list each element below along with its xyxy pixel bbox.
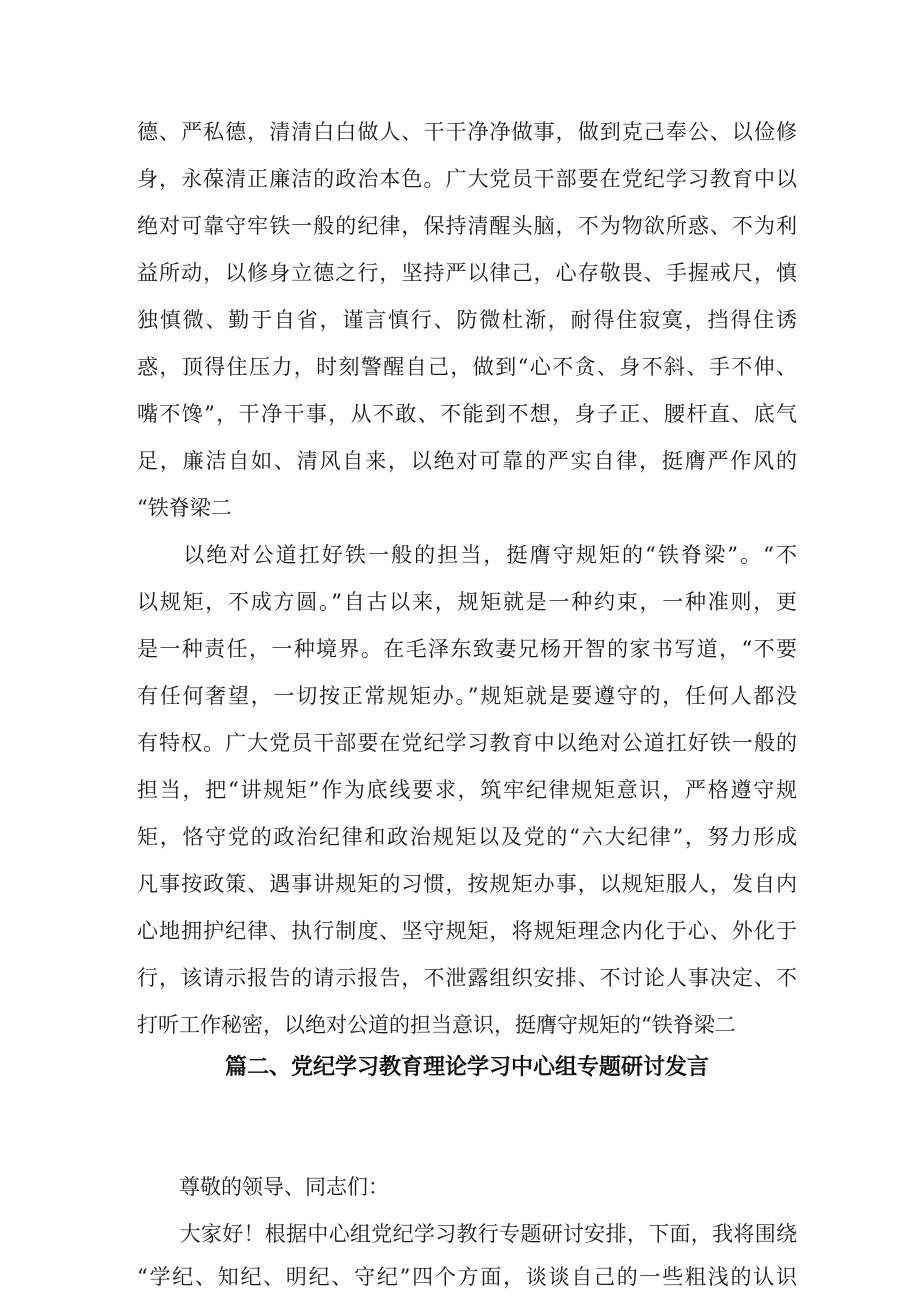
text-line: 足，廉洁自如、清风自来，以绝对可靠的严实自律，挺膺严作风的 [137, 449, 797, 473]
text-line: 矩，恪守党的政治纪律和政治规矩以及党的“六大纪律”，努力形成 [137, 825, 797, 849]
text-line: 担当，把“讲规矩”作为底线要求，筑牢纪律规矩意识，严格遵守规 [137, 778, 797, 802]
text-line: 大家好！根据中心组党纪学习教行专题研讨安排，下面，我将围绕 [137, 1222, 797, 1246]
text-line: 身，永葆清正廉洁的政治本色。广大党员干部要在党纪学习教育中以 [137, 167, 797, 191]
text-line: 惑，顶得住压力，时刻警醒自己，做到“心不贪、身不斜、手不伸、 [137, 355, 797, 379]
text-line: 以绝对公道扛好铁一般的担当，挺膺守规矩的“铁脊梁”。“不 [137, 543, 797, 567]
text-line: 打听工作秘密，以绝对公道的担当意识，挺膺守规矩的“铁脊梁二 [137, 1013, 736, 1037]
text-line: 嘴不馋”，干净干事，从不敢、不能到不想，身子正、腰杆直、底气 [137, 402, 797, 426]
text-line: 行，该请示报告的请示报告，不泄露组织安排、不讨论人事决定、不 [137, 966, 797, 990]
text-line: “学纪、知纪、明纪、守纪”四个方面，谈谈自己的一些粗浅的认识 [137, 1265, 797, 1289]
text-line: 心地拥护纪律、执行制度、坚守规矩，将规矩理念内化于心、外化于 [137, 919, 797, 943]
text-line: 德、严私德，清清白白做人、干干净净做事，做到克己奉公、以俭修 [137, 120, 797, 144]
text-line: 独慎微、勤于自省，谨言慎行、防微杜渐，耐得住寂寞，挡得住诱 [137, 308, 797, 332]
salutation: 尊敬的领导、同志们： [137, 1175, 389, 1199]
text-line: 凡事按政策、遇事讲规矩的习惯，按规矩办事，以规矩服人，发自内 [137, 872, 797, 896]
text-line: “铁脊梁二 [137, 496, 232, 520]
text-line: 是一种责任，一种境界。在毛泽东致妻兄杨开智的家书写道，“不要 [137, 637, 797, 661]
text-line: 有特权。广大党员干部要在党纪学习教育中以绝对公道扛好铁一般的 [137, 731, 797, 755]
text-line: 绝对可靠守牢铁一般的纪律，保持清醒头脑，不为物欲所惑、不为利 [137, 214, 797, 238]
section-heading: 篇二、党纪学习教育理论学习中心组专题研讨发言 [224, 1055, 709, 1080]
text-line: 益所动，以修身立德之行，坚持严以律己，心存敬畏、手握戒尺，慎 [137, 261, 797, 285]
text-line: 有任何奢望，一切按正常规矩办。”规矩就是要遵守的，任何人都没 [137, 684, 797, 708]
text-line: 以规矩，不成方圆。”自古以来，规矩就是一种约束，一种准则，更 [137, 590, 797, 614]
